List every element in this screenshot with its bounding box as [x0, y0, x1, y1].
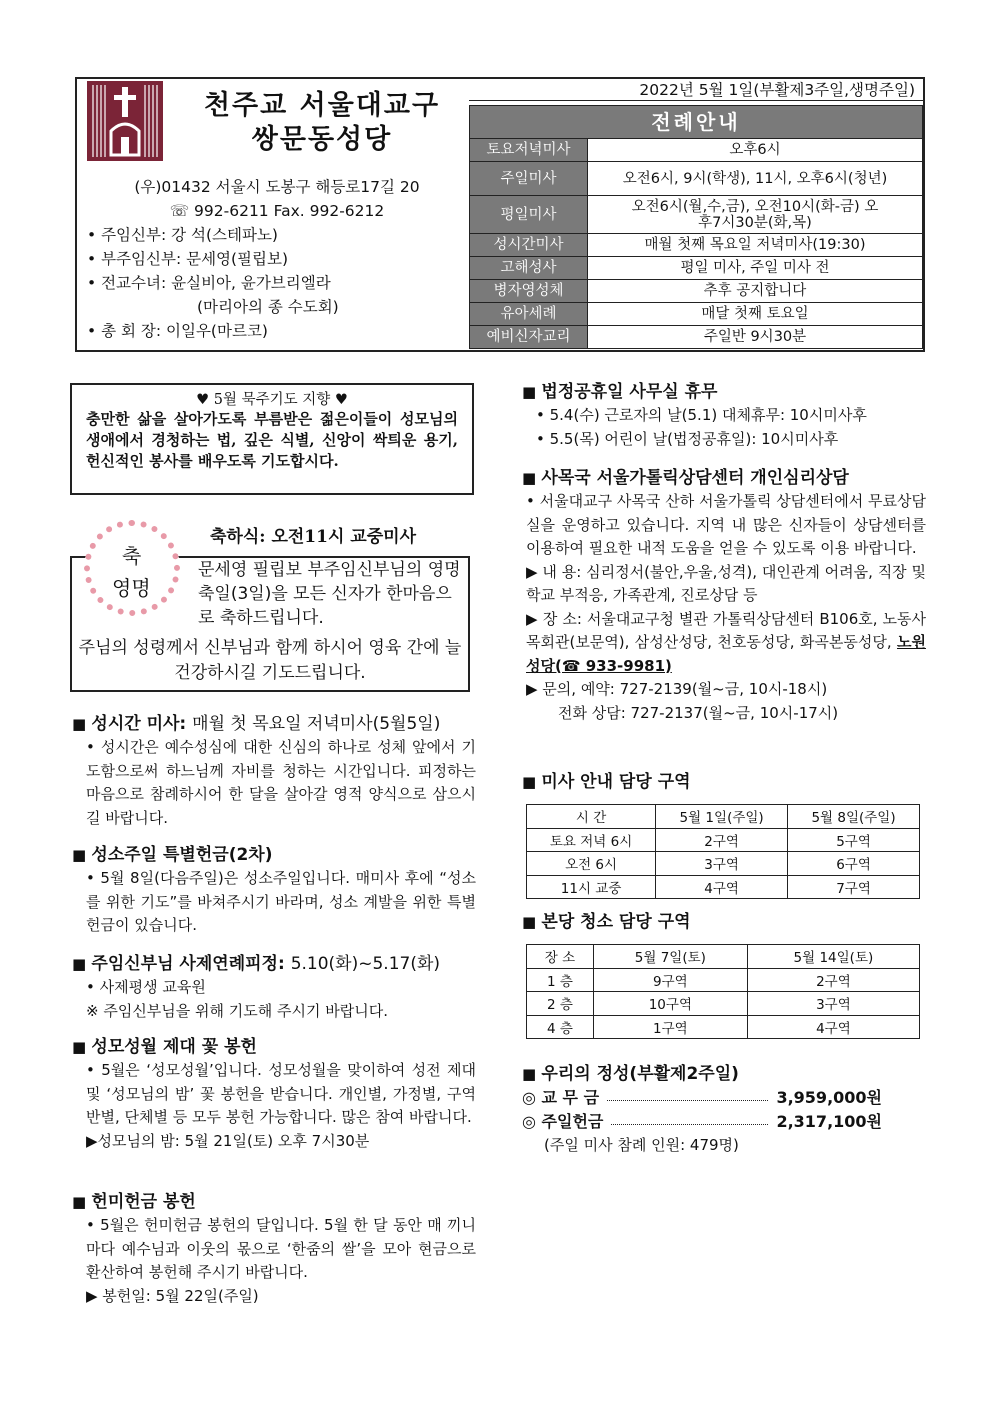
counseling-section	[522, 466, 926, 725]
table-cell: 오전 6시	[527, 852, 656, 876]
parish-name	[187, 89, 457, 157]
holiday-section	[522, 380, 926, 451]
cleaning-duty-section	[522, 910, 926, 1039]
table-row	[470, 162, 923, 196]
row-label: 평일미사	[470, 196, 588, 234]
row-value: 오전6시, 9시(학생), 11시, 오후6시(청년)	[588, 162, 923, 196]
offering-section	[522, 1062, 882, 1158]
table-row	[470, 139, 923, 162]
table-row	[527, 875, 920, 899]
holy-hour-date: 매월 첫 목요일 저녁미사(5월5일)	[192, 714, 441, 734]
counseling-place	[522, 608, 926, 679]
feast-title: 축하식: 오전11시 교중미사	[210, 527, 416, 547]
row-value: 오후6시	[588, 139, 923, 162]
table-cell: 3구역	[656, 852, 788, 876]
row-label: 병자영성체	[470, 280, 588, 303]
table-row	[470, 234, 923, 257]
feast-wish: 주님의 성령께서 신부님과 함께 하시어 영육 간에 늘 건강하시길 기도드립니다.	[78, 638, 462, 683]
row-value: 매월 첫째 목요일 저녁미사(19:30)	[588, 234, 923, 257]
list-item: • 5.5(목) 어린이 날(법정공휴일): 10시미사후	[536, 429, 839, 448]
holy-hour-text: • 성시간은 예수성심에 대한 신심의 하나로 성체 앞에서 기도함으로써 하느님께 자비를 청하는 시간입니다. 피정하는 마음으로 참례하시어 한 달을 살아갈 영적 양식으로 삼으시길 바랍니다.	[86, 738, 476, 827]
cleaning-duty-table	[526, 944, 920, 1039]
table-row	[527, 828, 920, 852]
feast-day-section	[70, 520, 470, 692]
row-label: 고해성사	[470, 257, 588, 280]
table-row	[470, 280, 923, 303]
table-cell: 5구역	[788, 828, 920, 852]
counseling-phone: 전화 상담: 727-2137(월~금, 10시-17시)	[558, 703, 839, 722]
holy-hour-title: 성시간 미사:	[91, 714, 187, 734]
table-cell: 2구역	[747, 968, 919, 992]
row-value: 주일반 9시30분	[588, 326, 923, 349]
row-label: 주일미사	[470, 162, 588, 196]
sisters-order: (마리아의 종 수도회)	[197, 298, 339, 316]
table-cell: 2구역	[656, 828, 788, 852]
mass-duty-table	[526, 804, 920, 899]
flower-offering-text: • 5월은 ‘성모성월’입니다. 성모성월을 맞이하여 성전 제대 및 ‘성모님의 밤’ 꽃 봉헌을 받습니다. 개인별, 가정별, 구역반별, 단체별 등 모두 봉헌 가능합니다. 많은 참여 바랍니다.	[86, 1061, 476, 1126]
attendance: (주일 미사 참례 인원: 479명)	[544, 1136, 739, 1154]
row-label: 유아세례	[470, 303, 588, 326]
row-value: 추후 공지합니다	[588, 280, 923, 303]
liturgy-table	[469, 105, 923, 349]
vocation-section	[72, 843, 476, 938]
table-cell: 2 층	[527, 992, 594, 1016]
offering-row	[522, 1086, 882, 1110]
phone-fax: ☏ 992-6211 Fax. 992-6212	[169, 202, 385, 220]
vocation-text: • 5월 8일(다음주일)은 성소주일입니다. 매미사 후에 “성소를 위한 기도”를 바쳐주시기 바라며, 성소 계발을 위한 특별헌금이 있습니다.	[86, 869, 476, 934]
section-title: ■ 법정공휴일 사무실 휴무	[522, 380, 926, 404]
liturgy-title: 전례안내	[470, 106, 923, 139]
assistant-pastor: • 부주임신부: 문세영(필립보)	[87, 247, 467, 271]
council-president: • 총 회 장: 이일우(마르코)	[87, 319, 467, 343]
list-item: • 5.4(수) 근로자의 날(5.1) 대체휴무: 10시미사후	[536, 406, 867, 424]
section-title: ■ 미사 안내 담당 구역	[522, 770, 926, 794]
rice-offering-section	[72, 1190, 476, 1308]
table-cell: 4구역	[656, 875, 788, 899]
rosary-intention-box	[70, 383, 474, 495]
bulletin-date: 2022년 5월 1일(부활제3주일,생명주일)	[469, 79, 923, 101]
dotted-leader	[611, 1110, 768, 1125]
table-row	[527, 1015, 920, 1039]
table-cell: 7구역	[788, 875, 920, 899]
table-row	[527, 968, 920, 992]
dotted-leader	[607, 1086, 768, 1101]
column-header: 시 간	[527, 805, 656, 829]
parish-church-name: 쌍문동성당	[251, 124, 393, 155]
row-value: 매달 첫째 토요일	[588, 303, 923, 326]
table-row	[527, 852, 920, 876]
column-header: 5월 14일(토)	[747, 945, 919, 969]
flower-offering-note: ▶성모님의 밤: 5월 21일(토) 오후 7시30분	[86, 1131, 370, 1150]
section-title	[72, 712, 476, 736]
row-value: 평일 미사, 주일 미사 전	[588, 257, 923, 280]
table-cell: 토요 저녁 6시	[527, 828, 656, 852]
table-cell: 3구역	[747, 992, 919, 1016]
retreat-title: 주임신부님 사제연례피정:	[91, 954, 285, 974]
rice-offering-text: • 5월은 헌미헌금 봉헌의 달입니다. 5월 한 달 동안 매 끼니마다 예수님과 이웃의 몫으로 ‘한줌의 쌀’을 모아 현금으로 환산하여 봉헌해 주시기 바랍니다.	[86, 1216, 476, 1281]
section-title: ■ 성모성월 제대 꽃 봉헌	[72, 1035, 476, 1059]
table-row	[527, 992, 920, 1016]
counseling-inquiry: ▶ 문의, 예약: 727-2139(월~금, 10시-18시)	[526, 680, 828, 698]
table-cell: 10구역	[593, 992, 747, 1016]
feast-badge-text: 축	[122, 544, 142, 568]
feast-message: 문세영 필립보 부주임신부님의 영명축일(3일)을 모든 신자가 한마음으로 축하드립니다.	[198, 560, 461, 628]
table-cell: 11시 교중	[527, 875, 656, 899]
row-label: 예비신자교리	[470, 326, 588, 349]
counseling-content: ▶ 내 용: 심리정서(불안,우울,성격), 대인관계 어려움, 직장 및 학교 부적응, 가족관계, 진로상담 등	[526, 562, 926, 604]
table-cell: 4 층	[527, 1015, 594, 1039]
table-cell: 6구역	[788, 852, 920, 876]
table-row	[470, 196, 923, 234]
mass-duty-section	[522, 770, 926, 899]
section-title	[72, 952, 476, 976]
offering-amount: 2,317,100원	[776, 1112, 882, 1131]
retreat-section	[72, 952, 476, 1023]
parish-logo	[87, 81, 163, 161]
column-header: 장 소	[527, 945, 594, 969]
retreat-dates: 5.10(화)~5.17(화)	[290, 954, 441, 974]
diocese-name: 천주교 서울대교구	[203, 90, 441, 121]
section-title: ■ 우리의 정성(부활제2주일)	[522, 1062, 882, 1086]
list-item: • 사제평생 교육원	[86, 978, 206, 996]
section-title: ■ 사목국 서울가톨릭상담센터 개인심리상담	[522, 466, 926, 490]
bulletin-header	[75, 77, 925, 352]
column-header: 5월 1일(주일)	[656, 805, 788, 829]
section-title: ■ 헌미헌금 봉헌	[72, 1190, 476, 1214]
section-title: ■ 성소주일 특별헌금(2차)	[72, 843, 476, 867]
table-header	[527, 945, 920, 969]
counseling-place-list: ▶ 장 소: 서울대교구청 별관 가톨릭상담센터 B106호, 노동사목회관(보문역), 삼성산성당, 천호동성당, 화곡본동성당,	[526, 609, 926, 651]
row-label: 성시간미사	[470, 234, 588, 257]
offering-row	[522, 1110, 882, 1134]
rosary-intention-title: ♥ 5월 묵주기도 지향 ♥	[196, 392, 348, 408]
parish-info	[87, 175, 467, 343]
holy-hour-section	[72, 712, 476, 830]
pastor: • 주임신부: 강 석(스테파노)	[87, 223, 467, 247]
flower-offering-section	[72, 1035, 476, 1153]
offering-label: ◎ 교 무 금	[522, 1088, 600, 1107]
section-title: ■ 본당 청소 담당 구역	[522, 910, 926, 934]
list-item: ※ 주임신부님을 위해 기도해 주시기 바랍니다.	[86, 1001, 388, 1020]
table-cell: 1 층	[527, 968, 594, 992]
rosary-intention-text: 충만한 삶을 살아가도록 부름받은 젊은이들이 성모님의 생애에서 경청하는 법, 깊은 식별, 신앙이 싹틔운 용기, 헌신적인 봉사를 배우도록 기도합시다.	[86, 410, 458, 470]
table-row	[470, 303, 923, 326]
address: (우)01432 서울시 도봉구 해등로17길 20	[134, 178, 420, 196]
table-row	[470, 326, 923, 349]
counseling-place-highlight: 노원성당(☎ 933-9981)	[526, 633, 926, 675]
row-label: 토요저녁미사	[470, 139, 588, 162]
church-cross-icon	[87, 81, 163, 161]
counseling-text: • 서울대교구 사목국 산하 서울가톨릭 상담센터에서 무료상담실을 운영하고 있습니다. 지역 내 많은 신자들이 상담센터를 이용하여 필요한 내적 도움을 얻을 수 있도록 이용 바랍니다.	[526, 492, 926, 557]
sisters: • 전교수녀: 윤실비아, 윤가브리엘라	[87, 271, 467, 295]
column-header: 5월 7일(토)	[593, 945, 747, 969]
table-cell: 1구역	[593, 1015, 747, 1039]
offering-label: ◎ 주일헌금	[522, 1112, 604, 1131]
table-cell: 9구역	[593, 968, 747, 992]
offering-amount: 3,959,000원	[776, 1088, 882, 1107]
table-row	[470, 257, 923, 280]
row-value: 오전6시(월,수,금), 오전10시(화-금) 오후7시30분(화,목)	[588, 196, 923, 234]
rice-offering-note: ▶ 봉헌일: 5월 22일(주일)	[86, 1286, 259, 1305]
table-header	[527, 805, 920, 829]
feast-badge-text: 영명	[112, 576, 151, 600]
table-cell: 4구역	[747, 1015, 919, 1039]
column-header: 5월 8일(주일)	[788, 805, 920, 829]
